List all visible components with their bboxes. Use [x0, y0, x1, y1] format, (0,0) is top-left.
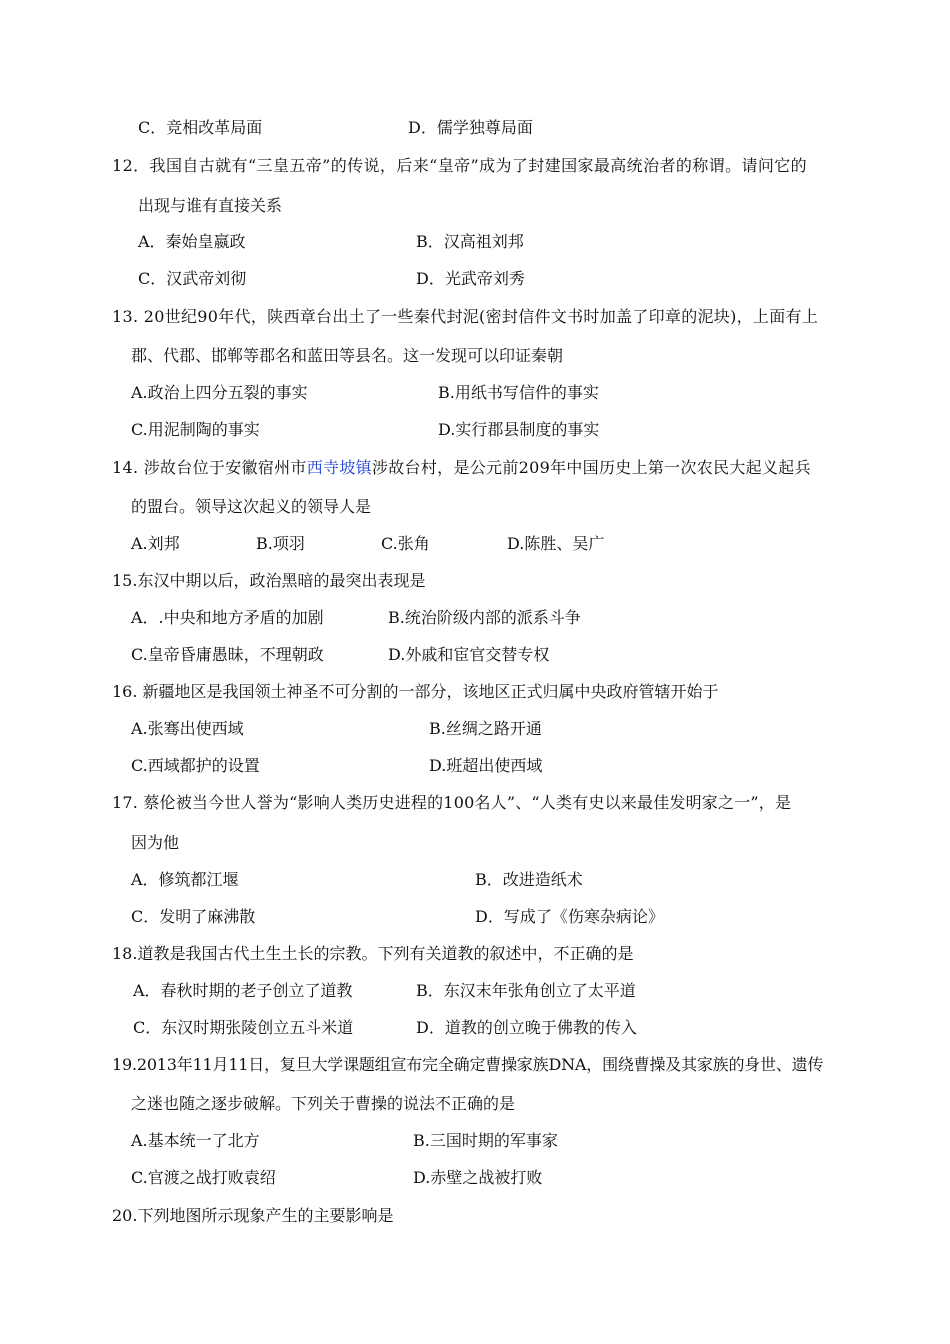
q14-stem-part2: 涉故台村，是公元前209年中国历史上第一次农民大起义起兵	[371, 458, 811, 477]
q19-option-d: D.赤壁之战被打败	[413, 1168, 543, 1187]
q13-option-a: A.政治上四分五裂的事实	[131, 383, 308, 402]
q12-option-b: B．汉高祖刘邦	[416, 232, 524, 251]
q16-option-d: D.班超出使西域	[429, 756, 543, 775]
q14-stem-line2: 的盟台。领导这次起义的领导人是	[131, 497, 372, 516]
q13-option-c: C.用泥制陶的事实	[131, 420, 260, 439]
q17-option-b: B．改进造纸术	[475, 870, 583, 889]
q14-option-b: B.项羽	[256, 534, 305, 553]
q19-stem-line2: 之迷也随之逐步破解。下列关于曹操的说法不正确的是	[131, 1094, 516, 1113]
q19-stem-line1: 19.2013年11月11日，复旦大学课题组宣布完全确定曹操家族DNA，围绕曹操及其家族的身世、遗传	[112, 1055, 824, 1074]
q13-option-d: D.实行郡县制度的事实	[438, 420, 600, 439]
q17-stem-line2: 因为他	[131, 833, 180, 852]
q13-stem-line2: 郡、代郡、邯郸等郡名和蓝田等县名。这一发现可以印证秦朝	[131, 346, 564, 365]
q17-option-a: A．修筑都江堰	[131, 870, 239, 889]
q16-option-b: B.丝绸之路开通	[429, 719, 542, 738]
q18-stem-line1: 18.道教是我国古代土生土长的宗教。下列有关道教的叙述中，不正确的是	[112, 944, 634, 963]
q15-option-b: B.统治阶级内部的派系斗争	[388, 608, 581, 627]
q16-stem-line1: 16. 新疆地区是我国领土神圣不可分割的一部分，该地区正式归属中央政府管辖开始于	[112, 682, 719, 701]
q15-option-a: A．.中央和地方矛盾的加剧	[131, 608, 324, 627]
q19-option-a: A.基本统一了北方	[131, 1131, 260, 1150]
q14-stem-part1: 14. 涉故台位于安徽宿州市	[112, 458, 307, 477]
q11-option-d: D．儒学独尊局面	[408, 118, 533, 137]
q17-option-c: C．发明了麻沸散	[131, 907, 256, 926]
q18-option-b: B．东汉末年张角创立了太平道	[416, 981, 636, 1000]
q17-option-d: D．写成了《伤寒杂病论》	[475, 907, 664, 926]
q14-stem-line1	[112, 457, 811, 479]
q16-option-c: C.西域都护的设置	[131, 756, 260, 775]
q12-option-c: C．汉武帝刘彻	[138, 269, 247, 288]
q12-stem-line1: 12．我国自古就有“三皇五帝”的传说，后来“皇帝”成为了封建国家最高统治者的称谓。请问它的	[112, 156, 808, 175]
q12-stem-line2: 出现与谁有直接关系	[138, 196, 283, 215]
xisipo-town-link[interactable]: 西寺坡镇	[306, 458, 372, 477]
q19-option-b: B.三国时期的军事家	[413, 1131, 558, 1150]
q18-option-a: A．春秋时期的老子创立了道教	[133, 981, 353, 1000]
q18-option-c: C．东汉时期张陵创立五斗米道	[133, 1018, 354, 1037]
q13-option-b: B.用纸书写信件的事实	[438, 383, 599, 402]
q17-stem-line1: 17. 蔡伦被当今世人誉为“影响人类历史进程的100名人”、“人类有史以来最佳发明家之一”，是	[112, 793, 792, 812]
q14-option-c: C.张角	[381, 534, 430, 553]
q12-option-a: A．秦始皇嬴政	[138, 232, 246, 251]
q15-option-c: C.皇帝昏庸愚昧，不理朝政	[131, 645, 324, 664]
q13-stem-line1: 13. 20世纪90年代，陕西章台出土了一些秦代封泥(密封信件文书时加盖了印章的泥块)，上面有上	[112, 307, 819, 326]
q19-option-c: C.官渡之战打败袁绍	[131, 1168, 276, 1187]
q15-option-d: D.外戚和宦官交替专权	[388, 645, 550, 664]
q14-option-d: D.陈胜、吴广	[507, 534, 605, 553]
q18-option-d: D．道教的创立晚于佛教的传入	[416, 1018, 637, 1037]
q16-option-a: A.张骞出使西域	[131, 719, 244, 738]
q14-option-a: A.刘邦	[131, 534, 180, 553]
q12-option-d: D．光武帝刘秀	[416, 269, 525, 288]
q11-option-c: C．竞相改革局面	[138, 118, 263, 137]
q20-stem-line1: 20.下列地图所示现象产生的主要影响是	[112, 1206, 394, 1225]
q15-stem-line1: 15.东汉中期以后，政治黑暗的最突出表现是	[112, 571, 426, 590]
